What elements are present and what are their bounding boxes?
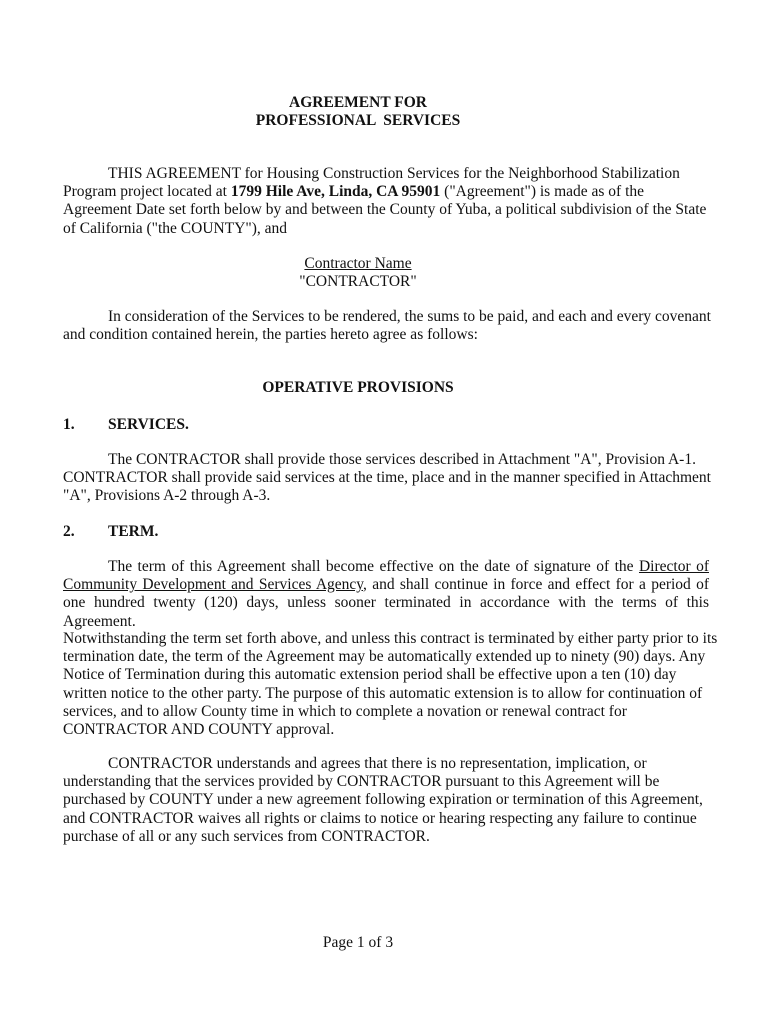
contractor-name: Contractor Name bbox=[304, 255, 412, 272]
contractor-block bbox=[63, 255, 653, 291]
paragraph-line: termination date, the term of the Agreement may be automatically extended up to ninety (90) days. Any bbox=[63, 648, 706, 666]
property-address: 1799 Hile Ave, Linda, CA 95901 bbox=[230, 183, 441, 201]
contractor-label: "CONTRACTOR" bbox=[299, 273, 417, 291]
paragraph-line: CONTRACTOR understands and agrees that there is no representation, implication, or bbox=[108, 755, 647, 772]
intro-text-2: ("Agreement") is made as of the Agreement Date set forth below by and between the County of Yuba, a political subdivision of the State of California ("the COUNTY"), and bbox=[63, 183, 707, 237]
paragraph-line: written notice to the other party. The purpose of this automatic extension is to allow for continuation of bbox=[63, 684, 703, 702]
title-line-2: PROFESSIONAL SERVICES bbox=[255, 112, 461, 130]
section-title: TERM. bbox=[108, 523, 159, 540]
intro-text-1: THIS AGREEMENT for Housing Construction Services for the Neighborhood Stabilization Program project located at bbox=[63, 165, 680, 201]
understands-paragraph bbox=[63, 755, 715, 846]
notwithstanding-paragraph bbox=[63, 630, 718, 739]
director-reference: Director of Community Development and Services Agency bbox=[63, 558, 709, 594]
paragraph-line: services, and to allow County time in which to complete a novation or renewal contract for bbox=[63, 702, 627, 720]
intro-paragraph bbox=[63, 165, 715, 238]
term-text-2: , and shall continue in force and effect for a period of one hundred twenty (120) days, unless sooner terminated in accordance with the terms of this Agreement. bbox=[63, 576, 710, 630]
term-paragraph bbox=[63, 558, 709, 631]
section-number: 1. bbox=[63, 416, 75, 433]
paragraph-line: CONTRACTOR AND COUNTY approval. bbox=[63, 721, 335, 739]
paragraph-line: Notice of Termination during this automatic extension period shall be effective upon a ten (10) day bbox=[63, 666, 677, 684]
paragraph-line: purchase of all or any such services from CONTRACTOR. bbox=[63, 827, 430, 845]
term-text-1: The term of this Agreement shall become effective on the date of signature of the bbox=[108, 558, 639, 575]
section-2-heading bbox=[63, 523, 158, 541]
consideration-paragraph: In consideration of the Services to be rendered, the sums to be paid, and each and every covenant and condition contained herein, the parties hereto agree as follows: bbox=[63, 308, 711, 344]
services-paragraph: The CONTRACTOR shall provide those services described in Attachment "A", Provision A-1. CONTRACTOR shall provide said services at the time, place and in the manner specified in Attachment "A", Provisions A-2 through A-3. bbox=[63, 451, 711, 505]
page-number: Page 1 of 3 bbox=[322, 934, 394, 951]
section-number: 2. bbox=[63, 523, 75, 540]
section-1-heading bbox=[63, 416, 189, 434]
paragraph-line: and CONTRACTOR waives all rights or claims to notice or hearing respecting any failure to continue bbox=[63, 809, 697, 827]
paragraph-line: understanding that the services provided by CONTRACTOR pursuant to this Agreement will be bbox=[63, 773, 660, 791]
title-line-1: AGREEMENT FOR bbox=[289, 94, 427, 111]
document-title bbox=[63, 94, 653, 130]
paragraph-line: purchased by COUNTY under a new agreement following expiration or termination of this Agreement, bbox=[63, 791, 703, 809]
operative-provisions-heading: OPERATIVE PROVISIONS bbox=[262, 379, 454, 396]
paragraph-line: Notwithstanding the term set forth above, and unless this contract is terminated by either party prior to its bbox=[63, 630, 718, 647]
section-title: SERVICES. bbox=[108, 416, 189, 433]
